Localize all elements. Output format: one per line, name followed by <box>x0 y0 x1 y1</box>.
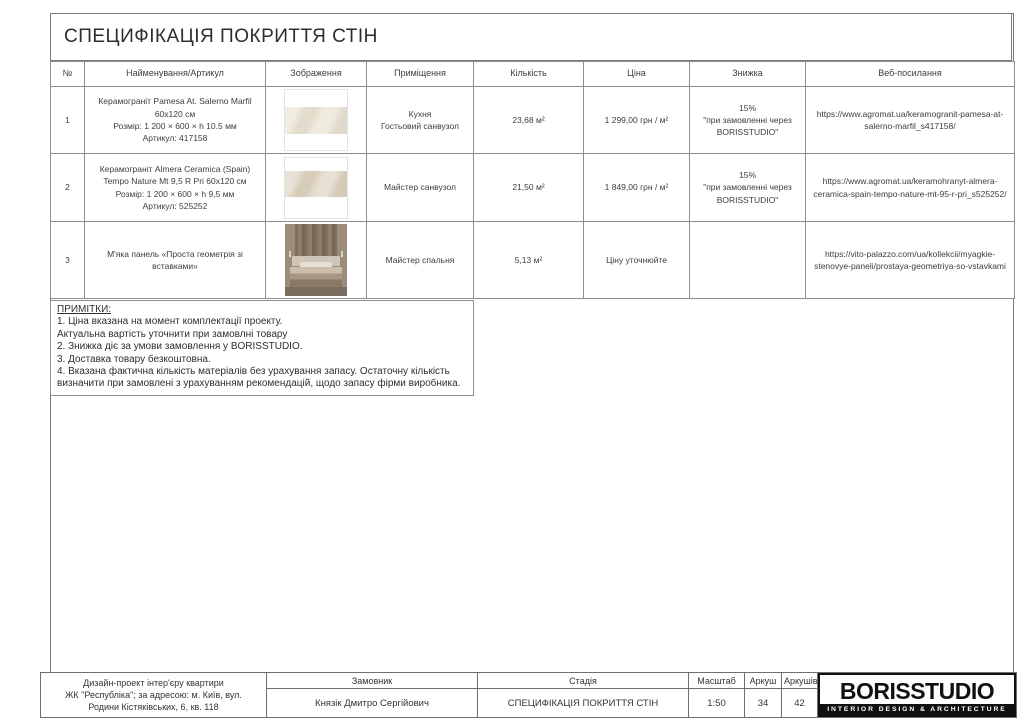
discount-note: "при замовленні через BORISSTUDIO" <box>703 114 792 138</box>
column-header-name: Найменування/Артикул <box>85 62 266 87</box>
quantity-cell: 21,50 м² <box>474 154 584 222</box>
web-link[interactable]: https://www.agromat.ua/keramohranyt-almera-ceramica-spain-tempo-nature-mt-95-r-pri_s525252/ <box>806 154 1015 222</box>
discount-cell <box>690 222 806 299</box>
room-line: Майстер санвузол <box>383 182 457 193</box>
room-cell <box>367 154 474 222</box>
project-line: Дизайн-проект інтер'єру квартири <box>83 678 224 688</box>
tile-swatch-image <box>284 89 348 151</box>
product-name: М'яка панель «Проста геометрія зі вставками» <box>107 248 243 271</box>
quantity-cell: 23,68 м² <box>474 87 584 154</box>
bedroom-photo <box>285 224 347 296</box>
sconce-graphic <box>341 251 343 257</box>
web-link[interactable]: https://vito-palazzo.com/ua/kollekcii/myagkie-stenovye-paneli/prostaya-geometriya-so-vstavkami <box>806 222 1015 299</box>
stage-label: Стадія <box>478 673 689 689</box>
price-cell: 1 849,00 грн / м² <box>584 154 690 222</box>
product-name: Керамограніт Pamesa At. Salerno Marfil 60x120 см <box>98 96 252 119</box>
column-header-image: Зображення <box>266 62 367 87</box>
note-line: 1. Ціна вказана на момент комплектації проекту. <box>57 316 283 328</box>
tile-color-band <box>285 171 347 197</box>
column-header-discount: Знижка <box>690 62 806 87</box>
column-header-price: Ціна <box>584 62 690 87</box>
product-size: Розмір: 1 200 × 600 × h 9,5 мм <box>115 188 235 199</box>
table-row <box>51 154 1015 222</box>
discount-cell <box>690 87 806 154</box>
scale-value: 1:50 <box>689 689 745 718</box>
stage-value: СПЕЦИФІКАЦІЯ ПОКРИТТЯ СТІН <box>478 689 689 718</box>
quantity-cell: 5,13 м² <box>474 222 584 299</box>
sheet-value: 34 <box>745 689 782 718</box>
product-image-cell <box>266 222 367 299</box>
row-number: 3 <box>51 222 85 299</box>
project-line: ЖК "Республіка"; за адресою: м. Київ, вул. <box>65 690 242 700</box>
title-block <box>50 13 1012 61</box>
sheets-value: 42 <box>782 689 818 718</box>
room-cell <box>367 87 474 154</box>
column-header-room: Приміщення <box>367 62 474 87</box>
product-name-cell <box>85 222 266 299</box>
product-name-cell <box>85 154 266 222</box>
customer-value: Князік Дмитро Сергійович <box>267 689 478 718</box>
column-header-num: № <box>51 62 85 87</box>
note-line: 3. Доставка товару безкоштовна. <box>57 353 211 365</box>
discount-cell <box>690 154 806 222</box>
sheets-label: Аркушів <box>782 673 818 689</box>
row-number: 2 <box>51 154 85 222</box>
product-image-cell <box>266 154 367 222</box>
logo-box <box>818 673 1016 717</box>
tile-swatch-image <box>284 157 348 219</box>
customer-label: Замовник <box>267 673 478 689</box>
table-row <box>51 222 1015 299</box>
discount-percent: 15% <box>738 102 756 113</box>
price-cell: Ціну уточнюйте <box>584 222 690 299</box>
room-line: Кухня <box>408 108 432 119</box>
note-line: 4. Вказана фактична кількість матеріалів без урахування запасу. Остаточну кількість <box>57 366 450 378</box>
notes-heading: ПРИМІТКИ: <box>57 304 112 315</box>
table-header-row <box>51 62 1015 87</box>
note-line: 2. Знижка діє за умови замовлення у BORISSTUDIO. <box>57 341 303 353</box>
table-row <box>51 87 1015 154</box>
floor-graphic <box>285 287 347 296</box>
room-cell <box>367 222 474 299</box>
room-line: Гостьовий санвузол <box>381 121 459 131</box>
specification-table <box>50 61 1015 299</box>
web-link[interactable]: https://www.agromat.ua/keramogranit-pamesa-at-salerno-marfil_s417158/ <box>806 87 1015 154</box>
borisstudio-logo <box>818 673 1017 718</box>
sconce-graphic <box>289 251 291 257</box>
note-line: визначити при замовлені з урахуванням рекомендацій, щодо запасу фірми виробника. <box>57 378 461 390</box>
page-title: СПЕЦИФІКАЦІЯ ПОКРИТТЯ СТІН <box>64 26 378 47</box>
note-line: Актуальна вартість уточнити при замовлні товару <box>57 328 288 340</box>
product-article: Артикул: 525252 <box>142 200 208 211</box>
product-name: Керамограніт Almera Ceramica (Spain) Tempo Nature Mt 9,5 R Pri 60x120 см <box>99 163 251 187</box>
bed-graphic <box>290 267 342 287</box>
product-article: Артикул: 417158 <box>142 133 208 144</box>
product-size: Розмір: 1 200 × 600 × h 10.5 мм <box>113 121 237 131</box>
title-block-footer <box>40 672 1017 718</box>
logo-text: BORISSTUDIO <box>839 678 995 704</box>
column-header-quantity: Кількість <box>474 62 584 87</box>
notes-box <box>50 300 474 396</box>
row-number: 1 <box>51 87 85 154</box>
project-description <box>41 673 267 718</box>
sheet-label: Аркуш <box>745 673 782 689</box>
product-image-cell <box>266 87 367 154</box>
price-cell: 1 299,00 грн / м² <box>584 87 690 154</box>
discount-percent: 15% <box>738 170 756 181</box>
project-line: Родини Кістяківських, 6, кв. 118 <box>88 702 219 712</box>
room-line: Майстер спальня <box>385 254 455 265</box>
product-name-cell <box>85 87 266 154</box>
scale-label: Масштаб <box>689 673 745 689</box>
column-header-link: Веб-посилання <box>806 62 1015 87</box>
logo-subtitle-bar: INTERIOR DESIGN & ARCHITECTURE <box>820 704 1014 715</box>
discount-note: "при замовленні через BORISSTUDIO" <box>703 182 792 205</box>
tile-color-band <box>285 107 347 134</box>
